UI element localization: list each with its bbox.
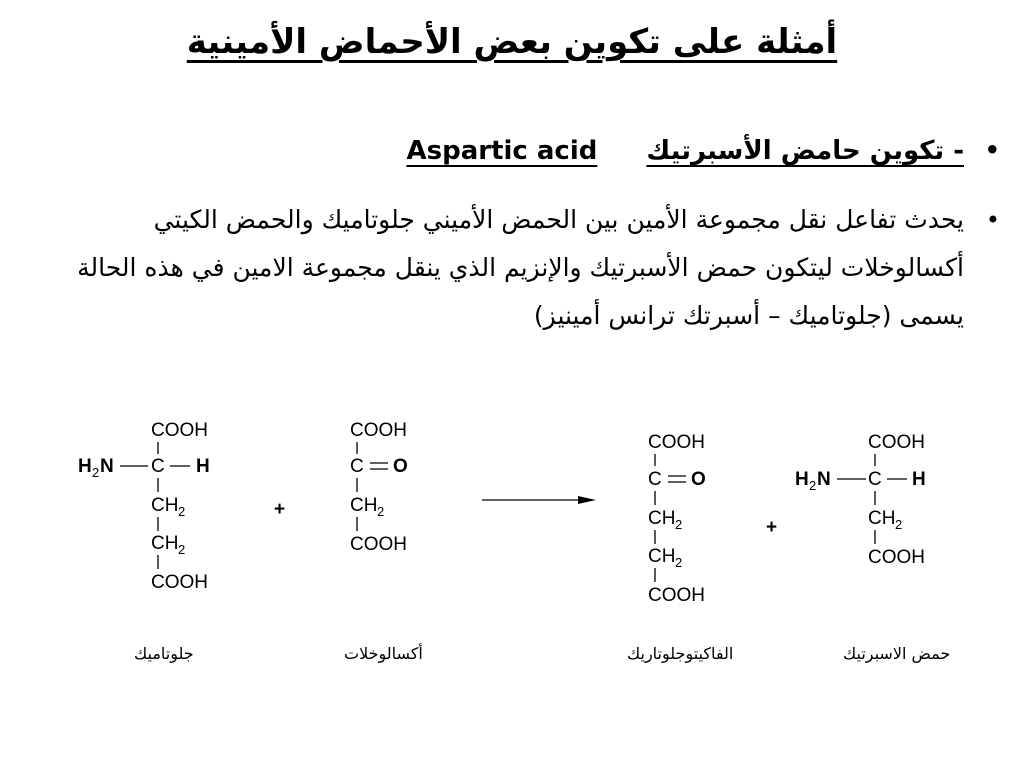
atom-o: O	[393, 456, 408, 477]
atom-ch: CH	[868, 508, 896, 529]
subscript-2: 2	[178, 504, 186, 519]
atom-cooh: COOH	[868, 547, 925, 568]
atom-ch: CH	[151, 495, 179, 516]
atom-o: O	[691, 469, 706, 490]
subscript-2: 2	[92, 465, 100, 480]
atom-c: C	[350, 456, 364, 477]
atom-ch: CH	[350, 495, 378, 516]
reaction-arrow-head	[578, 496, 596, 504]
subscript-2: 2	[895, 517, 903, 532]
atom-h: H	[912, 469, 926, 490]
glutamate-structure	[78, 420, 210, 593]
atom-ch: CH	[648, 546, 676, 567]
atom-n: N	[100, 456, 114, 477]
atom-c: C	[868, 469, 882, 490]
atom-h: H	[196, 456, 210, 477]
atom-n: N	[817, 469, 831, 490]
atom-cooh: COOH	[151, 420, 208, 441]
alpha-ketoglutarate-structure	[648, 432, 706, 606]
atom-cooh: COOH	[350, 534, 407, 555]
plus-sign-right: +	[766, 517, 778, 538]
bullet-marker: •	[984, 136, 1000, 164]
slide-title: أمثلة على تكوين بعض الأحماض الأمينية	[186, 22, 838, 62]
label-glutamate: جلوتاميك	[134, 644, 194, 663]
subscript-2: 2	[809, 478, 817, 493]
atom-c: C	[151, 456, 165, 477]
paragraph-text: يحدث تفاعل نقل مجموعة الأمين بين الحمض الأميني جلوتاميك والحمض الكيتي أكسالوخلات ليتكون حمض الأسبرتيك والإنزيم الذي ينقل مجموعة الامين في هذه الحالة يسمى (جلوتاميك – أسبرتك ترانس أمينيز)	[77, 205, 964, 330]
atom-cooh: COOH	[151, 572, 208, 593]
atom-cooh: COOH	[648, 432, 705, 453]
heading-arabic: - تكوين حامض الأسبرتيك	[646, 136, 964, 166]
bullet-marker: •	[985, 206, 1000, 234]
atom-ch: CH	[648, 508, 676, 529]
atom-cooh: COOH	[648, 585, 705, 606]
subscript-2: 2	[178, 542, 186, 557]
oxaloacetate-structure	[350, 420, 408, 555]
atom-h: H	[78, 456, 92, 477]
plus-sign-left: +	[274, 499, 286, 520]
atom-cooh: COOH	[350, 420, 407, 441]
label-oxaloacetate: أكسالوخلات	[344, 644, 423, 663]
heading-english: Aspartic acid	[406, 136, 598, 166]
atom-h: H	[795, 469, 809, 490]
label-aspartate: حمض الاسبرتيك	[843, 644, 951, 663]
aspartate-structure	[795, 432, 926, 568]
label-alpha-ketoglutarate: الفاكيتوجلوتاريك	[627, 644, 734, 663]
subscript-2: 2	[675, 517, 683, 532]
subscript-2: 2	[675, 555, 683, 570]
subscript-2: 2	[377, 504, 385, 519]
atom-c: C	[648, 469, 662, 490]
atom-ch: CH	[151, 533, 179, 554]
atom-cooh: COOH	[868, 432, 925, 453]
